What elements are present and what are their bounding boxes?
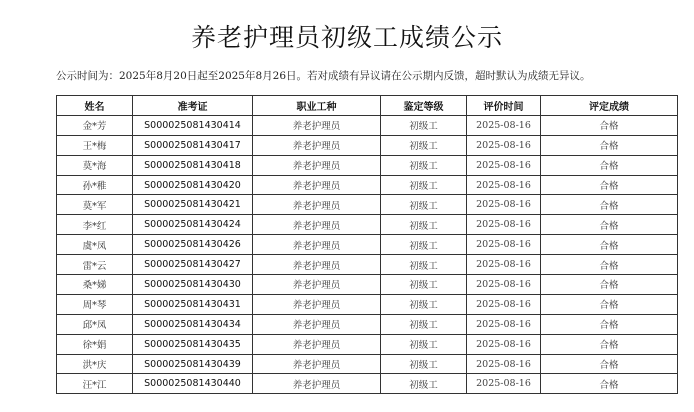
page-title: 养老护理员初级工成绩公示 bbox=[190, 23, 503, 52]
cell-result: 合格 bbox=[541, 275, 678, 295]
cell-ticket-number: S000025081430424 bbox=[133, 215, 253, 235]
header-row bbox=[57, 96, 678, 116]
cell-name: 李*红 bbox=[57, 215, 133, 235]
cell-result: 合格 bbox=[541, 155, 678, 175]
cell-name: 莫*海 bbox=[57, 155, 133, 175]
cell-evaluation-date: 2025-08-16 bbox=[467, 294, 541, 314]
cell-occupation: 养老护理员 bbox=[253, 314, 381, 334]
cell-occupation: 养老护理员 bbox=[253, 155, 381, 175]
table-row bbox=[57, 374, 678, 394]
cell-result: 合格 bbox=[541, 314, 678, 334]
cell-occupation: 养老护理员 bbox=[253, 195, 381, 215]
cell-evaluation-date: 2025-08-16 bbox=[467, 155, 541, 175]
cell-occupation: 养老护理员 bbox=[253, 294, 381, 314]
cell-result: 合格 bbox=[541, 294, 678, 314]
cell-result: 合格 bbox=[541, 235, 678, 255]
table-row bbox=[57, 215, 678, 235]
table-row bbox=[57, 115, 678, 135]
cell-occupation: 养老护理员 bbox=[253, 275, 381, 295]
header-level: 鉴定等级 bbox=[381, 96, 467, 116]
cell-name: 周*琴 bbox=[57, 294, 133, 314]
cell-result: 合格 bbox=[541, 135, 678, 155]
cell-ticket-number: S000025081430435 bbox=[133, 334, 253, 354]
cell-evaluation-date: 2025-08-16 bbox=[467, 255, 541, 275]
header-occupation: 职业工种 bbox=[253, 96, 381, 116]
cell-ticket-number: S000025081430430 bbox=[133, 275, 253, 295]
cell-ticket-number: S000025081430439 bbox=[133, 354, 253, 374]
cell-name: 金*芳 bbox=[57, 115, 133, 135]
cell-evaluation-date: 2025-08-16 bbox=[467, 175, 541, 195]
cell-ticket-number: S000025081430418 bbox=[133, 155, 253, 175]
cell-occupation: 养老护理员 bbox=[253, 175, 381, 195]
cell-occupation: 养老护理员 bbox=[253, 215, 381, 235]
cell-evaluation-date: 2025-08-16 bbox=[467, 354, 541, 374]
cell-occupation: 养老护理员 bbox=[253, 135, 381, 155]
cell-level: 初级工 bbox=[381, 255, 467, 275]
table-row bbox=[57, 275, 678, 295]
cell-name: 雷*云 bbox=[57, 255, 133, 275]
results-table bbox=[56, 95, 678, 394]
cell-level: 初级工 bbox=[381, 294, 467, 314]
cell-level: 初级工 bbox=[381, 115, 467, 135]
table-row bbox=[57, 255, 678, 275]
cell-level: 初级工 bbox=[381, 195, 467, 215]
table-row bbox=[57, 175, 678, 195]
cell-ticket-number: S000025081430426 bbox=[133, 235, 253, 255]
cell-level: 初级工 bbox=[381, 275, 467, 295]
header-name: 姓名 bbox=[57, 96, 133, 116]
cell-occupation: 养老护理员 bbox=[253, 235, 381, 255]
cell-result: 合格 bbox=[541, 334, 678, 354]
cell-evaluation-date: 2025-08-16 bbox=[467, 314, 541, 334]
cell-occupation: 养老护理员 bbox=[253, 354, 381, 374]
cell-ticket-number: S000025081430431 bbox=[133, 294, 253, 314]
cell-evaluation-date: 2025-08-16 bbox=[467, 195, 541, 215]
cell-name: 徐*娟 bbox=[57, 334, 133, 354]
cell-name: 孙*稚 bbox=[57, 175, 133, 195]
cell-evaluation-date: 2025-08-16 bbox=[467, 215, 541, 235]
cell-name: 邱*凤 bbox=[57, 314, 133, 334]
table-body bbox=[57, 115, 678, 393]
cell-ticket-number: S000025081430434 bbox=[133, 314, 253, 334]
cell-level: 初级工 bbox=[381, 215, 467, 235]
table-row bbox=[57, 235, 678, 255]
cell-level: 初级工 bbox=[381, 175, 467, 195]
cell-name: 莫*军 bbox=[57, 195, 133, 215]
cell-result: 合格 bbox=[541, 195, 678, 215]
cell-occupation: 养老护理员 bbox=[253, 334, 381, 354]
table-header bbox=[57, 96, 678, 116]
table-row bbox=[57, 135, 678, 155]
cell-ticket-number: S000025081430440 bbox=[133, 374, 253, 394]
cell-level: 初级工 bbox=[381, 354, 467, 374]
cell-level: 初级工 bbox=[381, 314, 467, 334]
publicity-notice: 公示时间为：2025年8月20日起至2025年8月26日。若对成绩有异议请在公示期内反馈，超时默认为成绩无异议。 bbox=[56, 70, 591, 82]
header-ticket: 准考证 bbox=[133, 96, 253, 116]
cell-result: 合格 bbox=[541, 215, 678, 235]
cell-evaluation-date: 2025-08-16 bbox=[467, 275, 541, 295]
header-date: 评价时间 bbox=[467, 96, 541, 116]
table-row bbox=[57, 314, 678, 334]
cell-occupation: 养老护理员 bbox=[253, 255, 381, 275]
cell-name: 桑*娣 bbox=[57, 275, 133, 295]
cell-evaluation-date: 2025-08-16 bbox=[467, 135, 541, 155]
cell-level: 初级工 bbox=[381, 374, 467, 394]
cell-result: 合格 bbox=[541, 374, 678, 394]
cell-ticket-number: S000025081430427 bbox=[133, 255, 253, 275]
cell-level: 初级工 bbox=[381, 235, 467, 255]
table-row bbox=[57, 294, 678, 314]
table-row bbox=[57, 155, 678, 175]
cell-name: 洪*庆 bbox=[57, 354, 133, 374]
cell-name: 汪*江 bbox=[57, 374, 133, 394]
cell-occupation: 养老护理员 bbox=[253, 374, 381, 394]
cell-result: 合格 bbox=[541, 255, 678, 275]
cell-result: 合格 bbox=[541, 354, 678, 374]
table-row bbox=[57, 195, 678, 215]
table-row bbox=[57, 354, 678, 374]
cell-occupation: 养老护理员 bbox=[253, 115, 381, 135]
cell-ticket-number: S000025081430414 bbox=[133, 115, 253, 135]
cell-result: 合格 bbox=[541, 175, 678, 195]
cell-ticket-number: S000025081430421 bbox=[133, 195, 253, 215]
cell-evaluation-date: 2025-08-16 bbox=[467, 235, 541, 255]
cell-name: 虞*凤 bbox=[57, 235, 133, 255]
cell-level: 初级工 bbox=[381, 334, 467, 354]
header-result: 评定成绩 bbox=[541, 96, 678, 116]
cell-ticket-number: S000025081430420 bbox=[133, 175, 253, 195]
cell-level: 初级工 bbox=[381, 135, 467, 155]
cell-result: 合格 bbox=[541, 115, 678, 135]
cell-ticket-number: S000025081430417 bbox=[133, 135, 253, 155]
cell-level: 初级工 bbox=[381, 155, 467, 175]
cell-evaluation-date: 2025-08-16 bbox=[467, 334, 541, 354]
cell-name: 王*梅 bbox=[57, 135, 133, 155]
cell-evaluation-date: 2025-08-16 bbox=[467, 115, 541, 135]
table-row bbox=[57, 334, 678, 354]
cell-evaluation-date: 2025-08-16 bbox=[467, 374, 541, 394]
